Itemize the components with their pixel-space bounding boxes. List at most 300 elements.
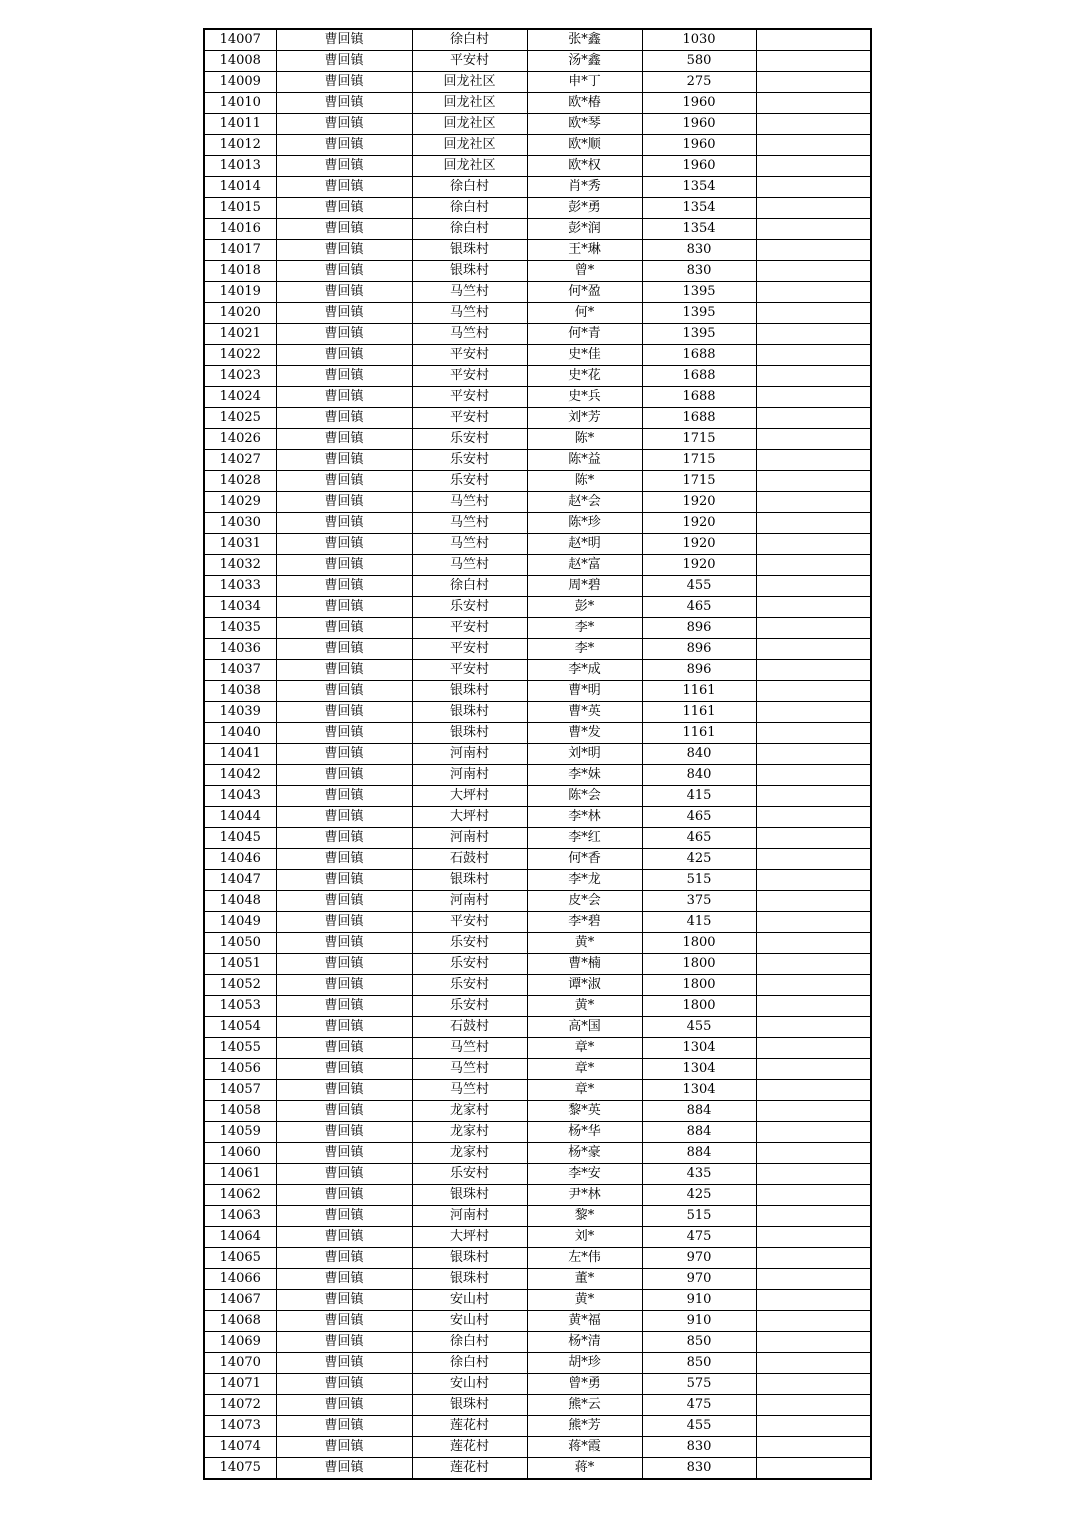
name-cell: 周*碧 — [527, 576, 642, 597]
town-cell: 曹回镇 — [276, 1080, 412, 1101]
amount-cell: 1960 — [642, 114, 756, 135]
id-cell: 14074 — [204, 1437, 276, 1458]
name-cell: 史*佳 — [527, 345, 642, 366]
village-cell: 回龙社区 — [412, 93, 527, 114]
id-cell: 14034 — [204, 597, 276, 618]
amount-cell: 1715 — [642, 450, 756, 471]
id-cell: 14010 — [204, 93, 276, 114]
village-cell: 平安村 — [412, 345, 527, 366]
town-cell: 曹回镇 — [276, 597, 412, 618]
town-cell: 曹回镇 — [276, 1038, 412, 1059]
id-cell: 14025 — [204, 408, 276, 429]
amount-cell: 1920 — [642, 492, 756, 513]
amount-cell: 1304 — [642, 1038, 756, 1059]
id-cell: 14053 — [204, 996, 276, 1017]
village-cell: 银珠村 — [412, 702, 527, 723]
amount-cell: 1800 — [642, 954, 756, 975]
remark-cell — [756, 114, 871, 135]
id-cell: 14018 — [204, 261, 276, 282]
town-cell: 曹回镇 — [276, 765, 412, 786]
village-cell: 银珠村 — [412, 723, 527, 744]
name-cell: 曾* — [527, 261, 642, 282]
name-cell: 熊*芳 — [527, 1416, 642, 1437]
id-cell: 14035 — [204, 618, 276, 639]
town-cell: 曹回镇 — [276, 702, 412, 723]
id-cell: 14030 — [204, 513, 276, 534]
remark-cell — [756, 807, 871, 828]
table-row — [204, 366, 871, 387]
village-cell: 回龙社区 — [412, 72, 527, 93]
amount-cell: 910 — [642, 1311, 756, 1332]
name-cell: 章* — [527, 1059, 642, 1080]
village-cell: 徐白村 — [412, 198, 527, 219]
remark-cell — [756, 240, 871, 261]
name-cell: 史*花 — [527, 366, 642, 387]
village-cell: 银珠村 — [412, 1395, 527, 1416]
name-cell: 申*丁 — [527, 72, 642, 93]
town-cell: 曹回镇 — [276, 1269, 412, 1290]
village-cell: 乐安村 — [412, 933, 527, 954]
village-cell: 银珠村 — [412, 1269, 527, 1290]
amount-cell: 1030 — [642, 29, 756, 51]
town-cell: 曹回镇 — [276, 219, 412, 240]
amount-cell: 275 — [642, 72, 756, 93]
name-cell: 欧*顺 — [527, 135, 642, 156]
amount-cell: 1800 — [642, 933, 756, 954]
town-cell: 曹回镇 — [276, 513, 412, 534]
name-cell: 李*妹 — [527, 765, 642, 786]
village-cell: 平安村 — [412, 408, 527, 429]
table-row — [204, 492, 871, 513]
amount-cell: 1688 — [642, 366, 756, 387]
village-cell: 银珠村 — [412, 870, 527, 891]
table-row — [204, 29, 871, 51]
table-row — [204, 681, 871, 702]
table-row — [204, 513, 871, 534]
amount-cell: 1304 — [642, 1059, 756, 1080]
village-cell: 河南村 — [412, 891, 527, 912]
remark-cell — [756, 1206, 871, 1227]
remark-cell — [756, 891, 871, 912]
table-row — [204, 912, 871, 933]
amount-cell: 896 — [642, 660, 756, 681]
amount-cell: 1395 — [642, 303, 756, 324]
table-row — [204, 996, 871, 1017]
town-cell: 曹回镇 — [276, 660, 412, 681]
table-row — [204, 1458, 871, 1480]
town-cell: 曹回镇 — [276, 996, 412, 1017]
amount-cell: 1161 — [642, 702, 756, 723]
name-cell: 曹*发 — [527, 723, 642, 744]
amount-cell: 435 — [642, 1164, 756, 1185]
name-cell: 李*碧 — [527, 912, 642, 933]
town-cell: 曹回镇 — [276, 1437, 412, 1458]
name-cell: 杨*华 — [527, 1122, 642, 1143]
remark-cell — [756, 576, 871, 597]
id-cell: 14012 — [204, 135, 276, 156]
town-cell: 曹回镇 — [276, 618, 412, 639]
amount-cell: 1960 — [642, 156, 756, 177]
amount-cell: 455 — [642, 1416, 756, 1437]
village-cell: 安山村 — [412, 1290, 527, 1311]
amount-cell: 1688 — [642, 408, 756, 429]
remark-cell — [756, 429, 871, 450]
amount-cell: 1161 — [642, 681, 756, 702]
remark-cell — [756, 786, 871, 807]
name-cell: 欧*椿 — [527, 93, 642, 114]
town-cell: 曹回镇 — [276, 408, 412, 429]
remark-cell — [756, 471, 871, 492]
id-cell: 14023 — [204, 366, 276, 387]
amount-cell: 375 — [642, 891, 756, 912]
town-cell: 曹回镇 — [276, 681, 412, 702]
table-row — [204, 345, 871, 366]
name-cell: 肖*秀 — [527, 177, 642, 198]
village-cell: 乐安村 — [412, 954, 527, 975]
remark-cell — [756, 198, 871, 219]
name-cell: 黄*福 — [527, 1311, 642, 1332]
table-row — [204, 933, 871, 954]
id-cell: 14054 — [204, 1017, 276, 1038]
village-cell: 河南村 — [412, 744, 527, 765]
remark-cell — [756, 135, 871, 156]
town-cell: 曹回镇 — [276, 51, 412, 72]
town-cell: 曹回镇 — [276, 1416, 412, 1437]
table-row — [204, 765, 871, 786]
remark-cell — [756, 1311, 871, 1332]
town-cell: 曹回镇 — [276, 1311, 412, 1332]
name-cell: 李* — [527, 639, 642, 660]
name-cell: 杨*豪 — [527, 1143, 642, 1164]
village-cell: 安山村 — [412, 1311, 527, 1332]
table-row — [204, 891, 871, 912]
id-cell: 14024 — [204, 387, 276, 408]
town-cell: 曹回镇 — [276, 975, 412, 996]
village-cell: 平安村 — [412, 51, 527, 72]
remark-cell — [756, 1416, 871, 1437]
town-cell: 曹回镇 — [276, 29, 412, 51]
remark-cell — [756, 450, 871, 471]
amount-cell: 1800 — [642, 975, 756, 996]
name-cell: 李*龙 — [527, 870, 642, 891]
amount-cell: 1800 — [642, 996, 756, 1017]
id-cell: 14042 — [204, 765, 276, 786]
name-cell: 黎*英 — [527, 1101, 642, 1122]
town-cell: 曹回镇 — [276, 177, 412, 198]
id-cell: 14057 — [204, 1080, 276, 1101]
id-cell: 14015 — [204, 198, 276, 219]
town-cell: 曹回镇 — [276, 1332, 412, 1353]
id-cell: 14050 — [204, 933, 276, 954]
name-cell: 曹*明 — [527, 681, 642, 702]
remark-cell — [756, 1437, 871, 1458]
name-cell: 高*国 — [527, 1017, 642, 1038]
remark-cell — [756, 1101, 871, 1122]
table-row — [204, 828, 871, 849]
village-cell: 徐白村 — [412, 1353, 527, 1374]
town-cell: 曹回镇 — [276, 1164, 412, 1185]
table-row — [204, 849, 871, 870]
name-cell: 彭* — [527, 597, 642, 618]
id-cell: 14052 — [204, 975, 276, 996]
table-row — [204, 1185, 871, 1206]
village-cell: 平安村 — [412, 387, 527, 408]
remark-cell — [756, 534, 871, 555]
id-cell: 14017 — [204, 240, 276, 261]
table-row — [204, 1164, 871, 1185]
town-cell: 曹回镇 — [276, 135, 412, 156]
name-cell: 赵*明 — [527, 534, 642, 555]
amount-cell: 455 — [642, 576, 756, 597]
village-cell: 马竺村 — [412, 282, 527, 303]
village-cell: 平安村 — [412, 366, 527, 387]
amount-cell: 840 — [642, 744, 756, 765]
id-cell: 14059 — [204, 1122, 276, 1143]
remark-cell — [756, 303, 871, 324]
remark-cell — [756, 1248, 871, 1269]
table-row — [204, 1374, 871, 1395]
table-row — [204, 1143, 871, 1164]
remark-cell — [756, 387, 871, 408]
table-row — [204, 618, 871, 639]
remark-cell — [756, 29, 871, 51]
village-cell: 徐白村 — [412, 29, 527, 51]
remark-cell — [756, 723, 871, 744]
remark-cell — [756, 177, 871, 198]
village-cell: 马竺村 — [412, 534, 527, 555]
town-cell: 曹回镇 — [276, 807, 412, 828]
id-cell: 14070 — [204, 1353, 276, 1374]
amount-cell: 1395 — [642, 282, 756, 303]
id-cell: 14021 — [204, 324, 276, 345]
name-cell: 欧*权 — [527, 156, 642, 177]
town-cell: 曹回镇 — [276, 744, 412, 765]
town-cell: 曹回镇 — [276, 723, 412, 744]
id-cell: 14008 — [204, 51, 276, 72]
village-cell: 大坪村 — [412, 786, 527, 807]
table-row — [204, 1206, 871, 1227]
town-cell: 曹回镇 — [276, 912, 412, 933]
remark-cell — [756, 660, 871, 681]
table-row — [204, 639, 871, 660]
village-cell: 乐安村 — [412, 450, 527, 471]
id-cell: 14022 — [204, 345, 276, 366]
id-cell: 14056 — [204, 1059, 276, 1080]
name-cell: 李*红 — [527, 828, 642, 849]
id-cell: 14032 — [204, 555, 276, 576]
remark-cell — [756, 702, 871, 723]
town-cell: 曹回镇 — [276, 261, 412, 282]
name-cell: 刘*明 — [527, 744, 642, 765]
table-row — [204, 807, 871, 828]
town-cell: 曹回镇 — [276, 1185, 412, 1206]
town-cell: 曹回镇 — [276, 1374, 412, 1395]
town-cell: 曹回镇 — [276, 303, 412, 324]
name-cell: 刘*芳 — [527, 408, 642, 429]
amount-cell: 830 — [642, 240, 756, 261]
remark-cell — [756, 1290, 871, 1311]
table-row — [204, 51, 871, 72]
town-cell: 曹回镇 — [276, 870, 412, 891]
name-cell: 黄* — [527, 1290, 642, 1311]
amount-cell: 1920 — [642, 513, 756, 534]
table-row — [204, 324, 871, 345]
village-cell: 龙家村 — [412, 1122, 527, 1143]
table-row — [204, 471, 871, 492]
id-cell: 14033 — [204, 576, 276, 597]
village-cell: 乐安村 — [412, 996, 527, 1017]
remark-cell — [756, 1059, 871, 1080]
id-cell: 14049 — [204, 912, 276, 933]
name-cell: 李*成 — [527, 660, 642, 681]
table-row — [204, 660, 871, 681]
village-cell: 平安村 — [412, 618, 527, 639]
town-cell: 曹回镇 — [276, 1353, 412, 1374]
table-row — [204, 870, 871, 891]
name-cell: 陈*会 — [527, 786, 642, 807]
remark-cell — [756, 1038, 871, 1059]
id-cell: 14013 — [204, 156, 276, 177]
table-row — [204, 744, 871, 765]
table-row — [204, 723, 871, 744]
table-row — [204, 1038, 871, 1059]
id-cell: 14029 — [204, 492, 276, 513]
remark-cell — [756, 492, 871, 513]
town-cell: 曹回镇 — [276, 1101, 412, 1122]
name-cell: 黎* — [527, 1206, 642, 1227]
table-row — [204, 408, 871, 429]
table-row — [204, 1248, 871, 1269]
remark-cell — [756, 345, 871, 366]
name-cell: 欧*琴 — [527, 114, 642, 135]
town-cell: 曹回镇 — [276, 555, 412, 576]
amount-cell: 970 — [642, 1269, 756, 1290]
village-cell: 乐安村 — [412, 1164, 527, 1185]
village-cell: 银珠村 — [412, 681, 527, 702]
name-cell: 曹*英 — [527, 702, 642, 723]
table-row — [204, 450, 871, 471]
remark-cell — [756, 1353, 871, 1374]
remark-cell — [756, 765, 871, 786]
amount-cell: 575 — [642, 1374, 756, 1395]
id-cell: 14048 — [204, 891, 276, 912]
table-row — [204, 1101, 871, 1122]
table-row — [204, 429, 871, 450]
amount-cell: 1354 — [642, 219, 756, 240]
id-cell: 14075 — [204, 1458, 276, 1480]
town-cell: 曹回镇 — [276, 1248, 412, 1269]
table-row — [204, 786, 871, 807]
amount-cell: 830 — [642, 1458, 756, 1480]
name-cell: 黄* — [527, 996, 642, 1017]
id-cell: 14071 — [204, 1374, 276, 1395]
remark-cell — [756, 366, 871, 387]
village-cell: 乐安村 — [412, 429, 527, 450]
remark-cell — [756, 1374, 871, 1395]
name-cell: 陈* — [527, 429, 642, 450]
table-row — [204, 1227, 871, 1248]
town-cell: 曹回镇 — [276, 72, 412, 93]
town-cell: 曹回镇 — [276, 891, 412, 912]
table-row — [204, 156, 871, 177]
town-cell: 曹回镇 — [276, 534, 412, 555]
remark-cell — [756, 639, 871, 660]
village-cell: 徐白村 — [412, 1332, 527, 1353]
id-cell: 14061 — [204, 1164, 276, 1185]
name-cell: 董* — [527, 1269, 642, 1290]
remark-cell — [756, 1227, 871, 1248]
name-cell: 何*香 — [527, 849, 642, 870]
table-row — [204, 555, 871, 576]
id-cell: 14068 — [204, 1311, 276, 1332]
id-cell: 14064 — [204, 1227, 276, 1248]
name-cell: 何* — [527, 303, 642, 324]
name-cell: 陈* — [527, 471, 642, 492]
village-cell: 马竺村 — [412, 513, 527, 534]
amount-cell: 896 — [642, 618, 756, 639]
amount-cell: 425 — [642, 849, 756, 870]
name-cell: 左*伟 — [527, 1248, 642, 1269]
remark-cell — [756, 954, 871, 975]
amount-cell: 1395 — [642, 324, 756, 345]
amount-cell: 1354 — [642, 177, 756, 198]
town-cell: 曹回镇 — [276, 1290, 412, 1311]
amount-cell: 970 — [642, 1248, 756, 1269]
town-cell: 曹回镇 — [276, 576, 412, 597]
village-cell: 银珠村 — [412, 1248, 527, 1269]
id-cell: 14009 — [204, 72, 276, 93]
table-row — [204, 1437, 871, 1458]
village-cell: 乐安村 — [412, 975, 527, 996]
remark-cell — [756, 1269, 871, 1290]
table-row — [204, 114, 871, 135]
remark-cell — [756, 408, 871, 429]
town-cell: 曹回镇 — [276, 324, 412, 345]
amount-cell: 850 — [642, 1353, 756, 1374]
id-cell: 14063 — [204, 1206, 276, 1227]
name-cell: 何*青 — [527, 324, 642, 345]
remark-cell — [756, 513, 871, 534]
table-row — [204, 1080, 871, 1101]
town-cell: 曹回镇 — [276, 240, 412, 261]
table-row — [204, 219, 871, 240]
village-cell: 银珠村 — [412, 1185, 527, 1206]
table-row — [204, 177, 871, 198]
id-cell: 14040 — [204, 723, 276, 744]
name-cell: 皮*会 — [527, 891, 642, 912]
village-cell: 石鼓村 — [412, 1017, 527, 1038]
town-cell: 曹回镇 — [276, 366, 412, 387]
amount-cell: 1920 — [642, 534, 756, 555]
village-cell: 平安村 — [412, 912, 527, 933]
town-cell: 曹回镇 — [276, 471, 412, 492]
name-cell: 李*林 — [527, 807, 642, 828]
id-cell: 14051 — [204, 954, 276, 975]
id-cell: 14062 — [204, 1185, 276, 1206]
amount-cell: 830 — [642, 1437, 756, 1458]
amount-cell: 465 — [642, 807, 756, 828]
name-cell: 何*盈 — [527, 282, 642, 303]
id-cell: 14014 — [204, 177, 276, 198]
remark-cell — [756, 597, 871, 618]
village-cell: 回龙社区 — [412, 156, 527, 177]
id-cell: 14047 — [204, 870, 276, 891]
village-cell: 马竺村 — [412, 1038, 527, 1059]
name-cell: 杨*清 — [527, 1332, 642, 1353]
table-row — [204, 1395, 871, 1416]
amount-cell: 425 — [642, 1185, 756, 1206]
town-cell: 曹回镇 — [276, 450, 412, 471]
